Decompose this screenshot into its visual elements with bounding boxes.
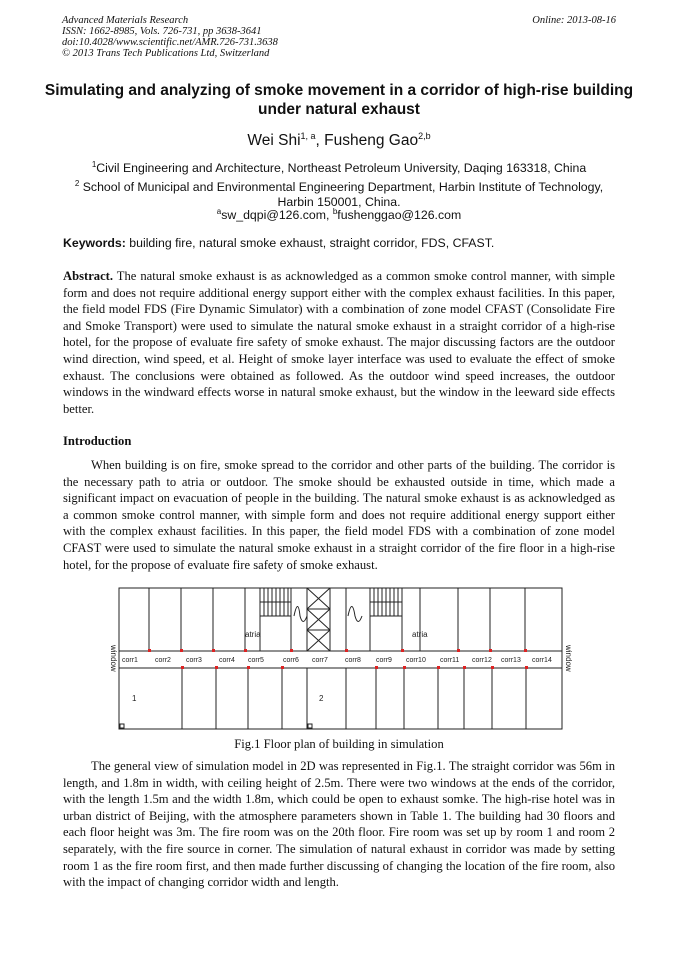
email-b: fushenggao@126.com bbox=[337, 208, 462, 223]
introduction-paragraph-2: The general view of simulation model in 2D was represented in Fig.1. The straight corridor was 56m in length, and 1.8m in width, with ceiling height of 2.5m. There were two windows at the ends of the corridor, with the length 1.5m and the width 1.8m, which could be open to exhaust somke. The high-rise hotel was in urban district of Beijing, with the atmosphere parameters shown in Table 1. The building had 30 floors and each floor height was 3m. The fire room was on the 20th floor. Fire room was set up by room 1 and room 2 separately, with the fire source in corner. The simulation of natural exhaust in corridor was made by setting room 1 as the fire room first, and then made further discussing of changing the location of the fire room, also with the impact of changing corridor width and length. bbox=[63, 759, 615, 890]
author-2: Fusheng Gao bbox=[324, 132, 419, 150]
keywords bbox=[63, 236, 494, 250]
affiliations bbox=[66, 157, 612, 210]
introduction-paragraph-1: When building is on fire, smoke spread to the corridor and other parts of the building. The corridor is the necessary path to atria or outdoor. The smoke should be exhausted outside in time, which made a significant impact on evacuation of people in the building. The natural smoke exhaust is as acknowledged as a common smoke control manner, with simple form and does not require additional energy support either with the complex exhaust facilities. In this paper, the field model FDS with a combination of zone model CFAST were used to simulate the natural smoke exhaust in a straight corridor of the fire floor in a high-rise hotel, for the propose of evaluate fire safety of smoke exhaust. bbox=[63, 458, 615, 572]
corridor-labels bbox=[122, 657, 552, 664]
online-date: Online: 2013-08-16 bbox=[532, 15, 616, 26]
figure-caption: Fig.1 Floor plan of building in simulation bbox=[234, 737, 444, 751]
corridor-label: corr2 bbox=[155, 657, 171, 664]
author-1: Wei Shi bbox=[247, 132, 301, 150]
paper-title: Simulating and analyzing of smoke movement in a corridor of high-rise building under natural exhaust bbox=[44, 82, 634, 118]
abstract bbox=[63, 268, 615, 417]
journal-header bbox=[62, 15, 278, 59]
email-a: sw_dqpi@126.com, bbox=[221, 208, 333, 223]
corridor-label: corr11 bbox=[440, 657, 460, 664]
elevator-shaft bbox=[307, 588, 330, 651]
journal-name: Advanced Materials Research bbox=[62, 15, 189, 26]
corridor-label: corr1 bbox=[122, 657, 138, 664]
email-a-sup: a bbox=[216, 207, 222, 216]
atria-label-right: atria bbox=[412, 630, 428, 639]
window-label-left: window bbox=[109, 645, 118, 672]
affiliation-2-num: 2 bbox=[74, 179, 80, 189]
corridor-label: corr5 bbox=[248, 657, 264, 664]
corridor-label: corr6 bbox=[283, 657, 299, 664]
corridor-label: corr12 bbox=[472, 657, 492, 664]
window-label-right: window bbox=[564, 645, 573, 672]
keywords-text: building fire, natural smoke exhaust, straight corridor, FDS, CFAST. bbox=[125, 236, 495, 250]
room-1-label: 1 bbox=[132, 694, 137, 703]
abstract-label: Abstract. bbox=[63, 269, 114, 283]
corridor-label: corr8 bbox=[345, 657, 361, 664]
author-2-sup: 2,b bbox=[418, 131, 431, 141]
emails bbox=[0, 207, 678, 222]
affiliation-1 bbox=[66, 157, 612, 176]
author-line bbox=[0, 131, 678, 150]
corridor-label: corr7 bbox=[312, 657, 328, 664]
affiliation-1-text: Civil Engineering and Architecture, Northeast Petroleum University, Daqing 163318, China bbox=[96, 161, 587, 176]
stair-left bbox=[260, 588, 291, 616]
doi-line: doi:10.4028/www.scientific.net/AMR.726-731.3638 bbox=[62, 37, 278, 48]
atria-label-left: atria bbox=[245, 630, 261, 639]
corridor-label: corr3 bbox=[186, 657, 202, 664]
author-1-sup: 1, a bbox=[300, 131, 316, 141]
issn-line: ISSN: 1662-8985, Vols. 726-731, pp 3638-3641 bbox=[62, 26, 262, 37]
abstract-text: The natural smoke exhaust is as acknowledged as a common smoke control manner, with simple form and does not require additional energy support either with the complex exhaust facilities. In this paper, the field model FDS (Fire Dynamic Simulator) with a combination of zone model CFAST (Consolidate Fire and Smoke Transport) were used to simulate the natural smoke exhaust in a straight corridor of a high-rise hotel, for the propose of evaluate fire safety of smoke exhaust. The major discussing factors are the outdoor wind direction, wind speed, et al. Height of smoke layer interface was used to evaluate the effect of smoke exhaust. The conclusions were obtained as followed. As the outdoor wind speed increases, the outdoor windows in the windward effects worse in natural smoke exhaust, but the window in the leeward side effects better. bbox=[63, 269, 615, 416]
affiliation-2-text: School of Municipal and Environmental Engineering Department, Harbin Institute of Technology, Harbin 150001, China. bbox=[82, 180, 604, 210]
introduction-heading: Introduction bbox=[63, 434, 132, 448]
affiliation-1-num: 1 bbox=[91, 160, 97, 169]
email-b-sup: b bbox=[332, 207, 338, 216]
keywords-label: Keywords: bbox=[63, 236, 126, 250]
copyright-line: © 2013 Trans Tech Publications Ltd, Switzerland bbox=[62, 48, 270, 59]
corridor-label: corr14 bbox=[532, 657, 552, 664]
room-2-label: 2 bbox=[319, 694, 324, 703]
floor-plan-figure bbox=[108, 587, 572, 731]
corridor-label: corr13 bbox=[501, 657, 521, 664]
author-sep: , bbox=[315, 132, 325, 150]
stair-right bbox=[370, 588, 402, 616]
corridor-label: corr9 bbox=[376, 657, 392, 664]
corridor-label: corr10 bbox=[406, 657, 426, 664]
affiliation-2 bbox=[66, 176, 612, 210]
door-markers bbox=[148, 649, 528, 669]
corridor-label: corr4 bbox=[219, 657, 235, 664]
